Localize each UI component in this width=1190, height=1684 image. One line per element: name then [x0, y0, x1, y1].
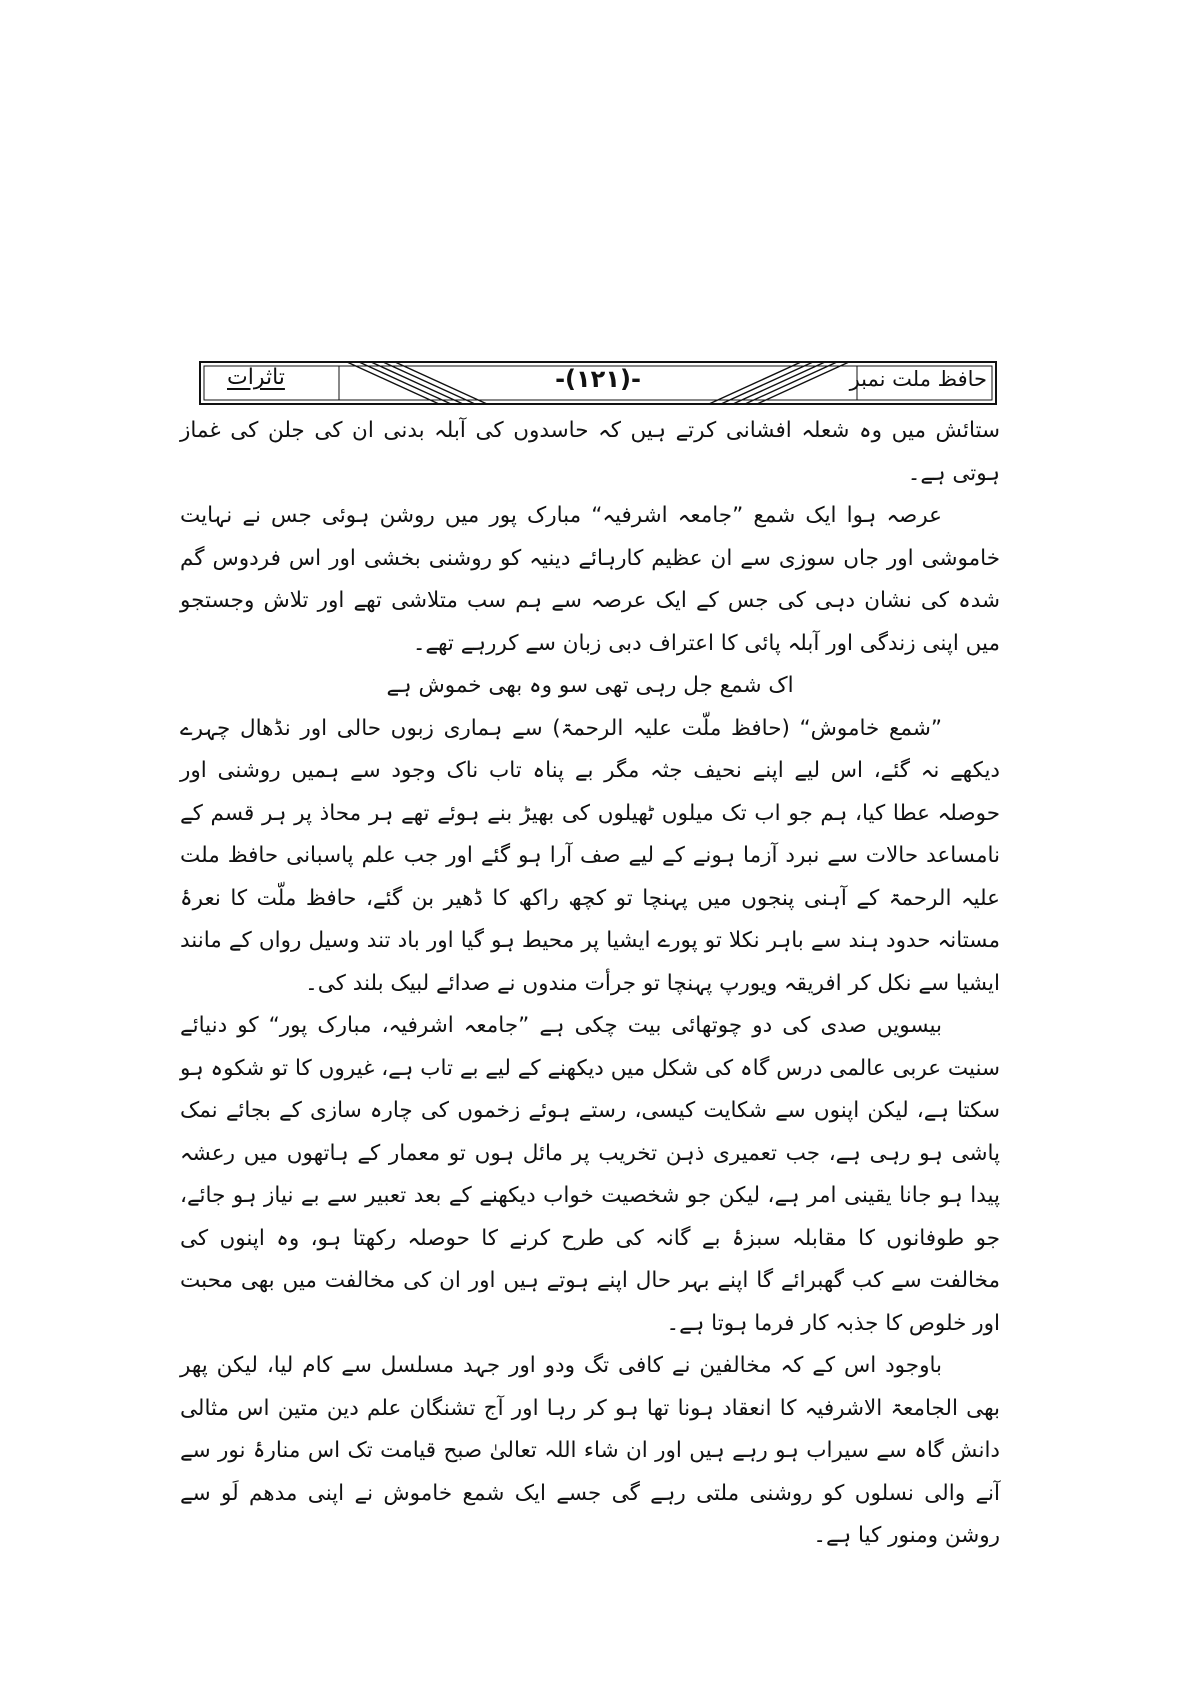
- header-book-title: حافظ ملت نمبر: [849, 367, 987, 391]
- paragraph-2: عرصہ ہوا ایک شمع ”جامعہ اشرفیہ“ مبارک پور میں روشن ہوئی جس نے نہایت خاموشی اور جاں سوزی سے ان عظیم کارہائے دینیہ کو روشنی بخشی اور اس فردوس گم شدہ کی نشان دہی کی جس کے ایک عرصہ سے ہم سب متلاشی تھے اور تلاش وجستجو میں اپنی زندگی اور آبلہ پائی کا اعتراف دبی زبان سے کررہے تھے۔: [180, 503, 1000, 656]
- paragraph-4: بیسویں صدی کی دو چوتھائی بیت چکی ہے ”جامعہ اشرفیہ، مبارک پور“ کو دنیائے سنیت عربی عالمی درس گاہ کی شکل میں دیکھنے کے لیے بے تاب ہے، غیروں کا تو شکوہ ہو سکتا ہے، لیکن اپنوں سے شکایت کیسی، رستے ہوئے زخموں کی چارہ سازی کے بجائے نمک پاشی ہو رہی ہے، جب تعمیری ذہن تخریب پر مائل ہوں تو معمار کے ہاتھوں میں رعشہ پیدا ہو جانا یقینی امر ہے، لیکن جو شخصیت خواب دیکھنے کے بعد تعبیر سے بے نیاز ہو جائے، جو طوفانوں کا مقابلہ سبزۂ بے گانہ کی طرح کرنے کا حوصلہ رکھتا ہو، وہ اپنوں کی مخالفت سے کب گھبرائے گا اپنے بہر حال اپنے ہوتے ہیں اور ان کی مخالفت میں بھی محبت اور خلوص کا جذبہ کار فرما ہوتا ہے۔: [180, 1013, 1000, 1336]
- page-body: [180, 410, 1000, 1558]
- header-section-title: تاثرات: [227, 365, 285, 390]
- page-header: [199, 361, 997, 405]
- paragraph-3: ”شمع خاموش“ (حافظ ملّت علیہ الرحمۃ) سے ہماری زبوں حالی اور نڈھال چہرے دیکھے نہ گئے، اس لیے اپنے نحیف جثہ مگر بے پناہ تاب ناک وجود سے ہمیں روشنی اور حوصلہ عطا کیا، ہم جو اب تک میلوں ٹھیلوں کی بھیڑ بنے ہوئے تھے ہر محاذ پر ہر قسم کے نامساعد حالات سے نبرد آزما ہونے کے لیے صف آرا ہو گئے اور جب علم پاسبانی حافظ ملت علیہ الرحمۃ کے آہنی پنجوں میں پہنچا تو کچھ راکھ کا ڈھیر بن گئے، حافظ ملّت کا نعرۂ مستانہ حدود ہند سے باہر نکلا تو پورے ایشیا پر محیط ہو گیا اور باد تند وسیل رواں کے مانند ایشیا سے نکل کر افریقہ ویورپ پہنچا تو جرأت مندوں نے صدائے لبیک بلند کی۔: [180, 715, 1000, 996]
- paragraph-5: باوجود اس کے کہ مخالفین نے کافی تگ ودو اور جہد مسلسل سے کام لیا، لیکن پھر بھی الجامعۃ الاشرفیہ کا انعقاد ہونا تھا ہو کر رہا اور آج تشنگان علم دین متین اس مثالی دانش گاہ سے سیراب ہو رہے ہیں اور ان شاء اللہ تعالیٰ صبح قیامت تک اس منارۂ نور سے آنے والی نسلوں کو روشنی ملتی رہے گی جسے ایک شمع خاموش نے اپنی مدھم لَو سے روشن ومنور کیا ہے۔: [180, 1353, 1000, 1548]
- verse-line: اک شمع جل رہی تھی سو وہ بھی خموش ہے: [386, 673, 794, 698]
- paragraph-1: ستائش میں وہ شعلہ افشانی کرتے ہیں کہ حاسدوں کی آبلہ بدنی ان کی جلن کی غماز ہوتی ہے۔: [180, 418, 1000, 486]
- page-number: -(۱۲۱)-: [555, 365, 641, 393]
